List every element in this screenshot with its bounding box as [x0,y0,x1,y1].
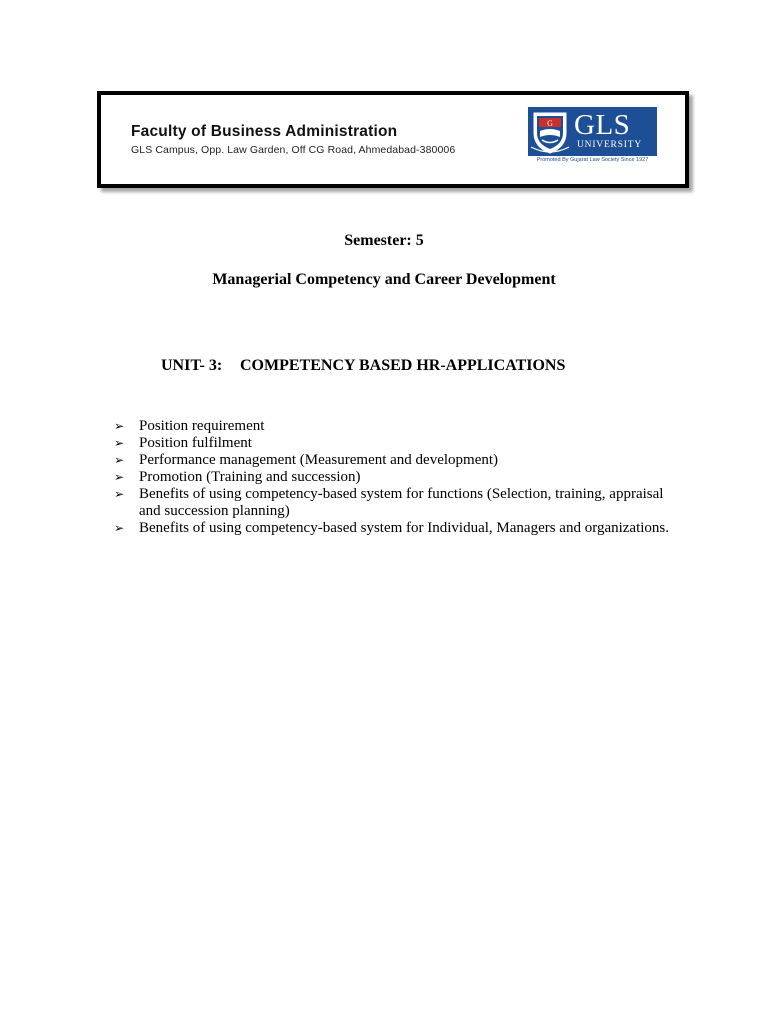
topic-list [114,418,675,537]
header-banner [97,91,689,188]
svg-text:G: G [547,119,553,128]
list-item-text: Promotion (Training and succession) [139,469,361,485]
logo-name: GLS [574,109,631,141]
arrowhead-bullet-icon: ➢ [114,436,125,450]
arrowhead-bullet-icon: ➢ [114,521,125,535]
subject-title: Managerial Competency and Career Development [212,271,556,288]
list-item-text: Performance management (Measurement and development) [139,452,499,468]
semester-heading: Semester: 5 [344,232,424,249]
logo-subtitle: UNIVERSITY [577,140,642,150]
list-item [114,418,675,435]
list-item [114,520,675,537]
faculty-address: GLS Campus, Opp. Law Garden, Off CG Road, Ahmedabad-380006 [131,144,456,156]
list-item [114,486,675,520]
list-item-text: Benefits of using competency-based system for functions (Selection, training, appraisal and succession planning) [139,486,664,519]
logo-tagline: Promoted By Gujarat Law Society Since 1927 [536,157,649,163]
unit-heading [161,357,565,375]
arrowhead-bullet-icon: ➢ [114,487,125,501]
logo-tagline-strip [528,155,657,165]
crest-icon [528,107,574,157]
arrowhead-bullet-icon: ➢ [114,470,125,484]
unit-label: UNIT- 3: [161,357,223,374]
list-item [114,452,675,469]
arrowhead-bullet-icon: ➢ [114,419,125,433]
gls-university-logo [528,107,657,165]
faculty-title: Faculty of Business Administration [131,123,398,140]
arrowhead-bullet-icon: ➢ [114,453,125,467]
unit-title: COMPETENCY BASED HR-APPLICATIONS [240,357,566,374]
list-item-text: Position requirement [139,418,265,434]
list-item-text: Benefits of using competency-based system for Individual, Managers and organizations. [139,520,670,536]
list-item [114,435,675,452]
list-item [114,469,675,486]
list-item-text: Position fulfilment [139,435,252,451]
